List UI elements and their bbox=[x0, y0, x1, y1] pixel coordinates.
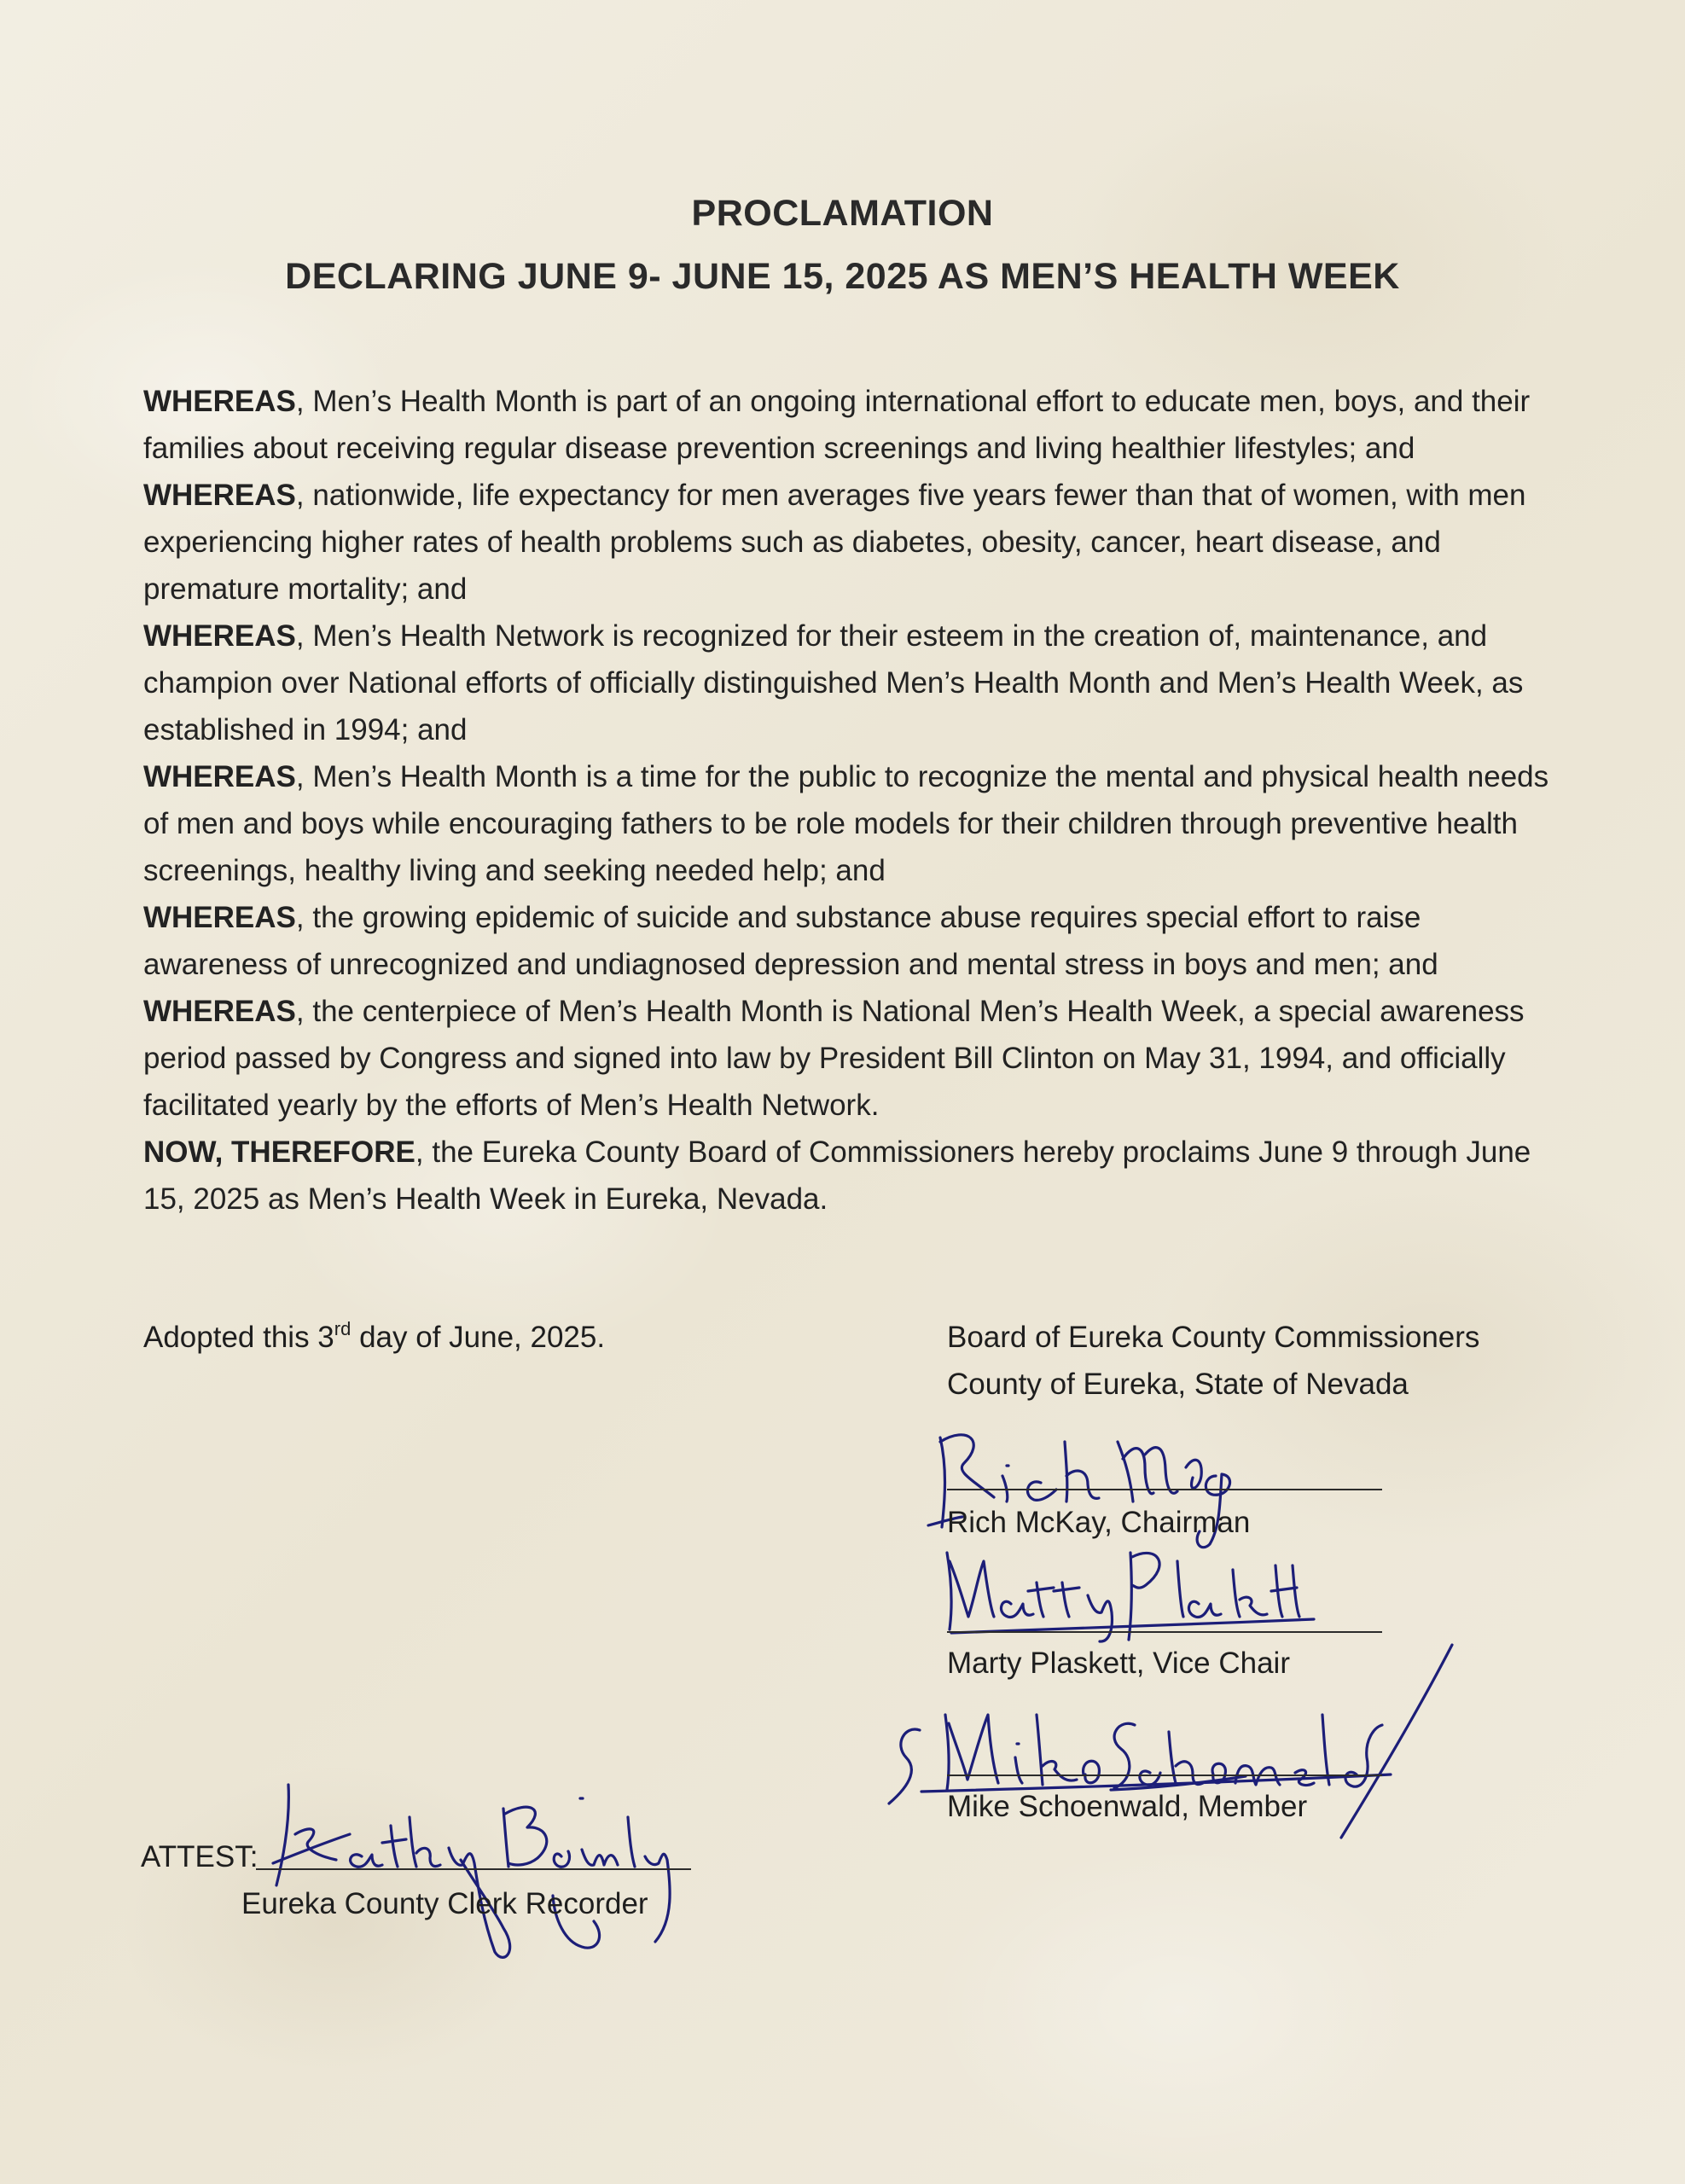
signature-line-chairman bbox=[947, 1489, 1382, 1490]
whereas-clause-1 bbox=[143, 378, 1560, 472]
signature-line-attest bbox=[256, 1868, 691, 1870]
signatory-vice-chair: Marty Plaskett, Vice Chair bbox=[947, 1647, 1290, 1680]
clause-text: , the centerpiece of Men’s Health Month is National Men’s Health Week, a special awareness period passed by Congress and signed into law by President Bill Clinton on May 31, 1994, and officially facilitated yearly by the efforts of Men’s Health Network. bbox=[143, 995, 1525, 1122]
adoption-date: Adopted this 3rd day of June, 2025. bbox=[143, 1318, 606, 1354]
clause-lead: NOW, THEREFORE bbox=[143, 1136, 415, 1169]
clause-text: , the growing epidemic of suicide and substance abuse requires special effort to raise awareness of unrecognized and undiagnosed depression and mental stress in boys and men; and bbox=[143, 901, 1438, 981]
clause-lead: WHEREAS bbox=[143, 479, 296, 512]
board-name: Board of Eureka County Commissioners bbox=[947, 1321, 1480, 1354]
proclamation-body bbox=[143, 378, 1560, 1223]
clause-lead: WHEREAS bbox=[143, 619, 296, 653]
document-title: PROCLAMATION bbox=[691, 193, 994, 234]
clause-lead: WHEREAS bbox=[143, 760, 296, 793]
whereas-clause-4 bbox=[143, 753, 1560, 894]
clause-text: , Men’s Health Month is a time for the public to recognize the mental and physical health needs of men and boys while encouraging fathers to be role models for their children through preventive health screenings, healthy living and seeking needed help; and bbox=[143, 760, 1549, 887]
clause-text: , the Eureka County Board of Commissioners hereby proclaims June 9 through June 15, 2025 as Men’s Health Week in Eureka, Nevada. bbox=[143, 1136, 1531, 1216]
signatory-member: Mike Schoenwald, Member bbox=[947, 1790, 1308, 1823]
whereas-clause-3 bbox=[143, 613, 1560, 753]
attest-label: ATTEST: bbox=[141, 1840, 259, 1873]
clause-text: , Men’s Health Month is part of an ongoing international effort to educate men, boys, and their families about receiving regular disease prevention screenings and living healthier lifestyles; and bbox=[143, 385, 1531, 465]
signatory-chairman: Rich McKay, Chairman bbox=[947, 1506, 1251, 1539]
clause-text: , Men’s Health Network is recognized for their esteem in the creation of, maintenance, and champion over National efforts of officially distinguished Men’s Health Month and Men’s Health Week, as established in 1994; and bbox=[143, 619, 1524, 746]
whereas-clause-6 bbox=[143, 988, 1560, 1129]
signature-line-member bbox=[947, 1774, 1382, 1776]
attest-title: Eureka County Clerk Recorder bbox=[241, 1887, 648, 1920]
whereas-clause-2 bbox=[143, 472, 1560, 613]
resolution-clause bbox=[143, 1129, 1560, 1223]
document-subtitle: DECLARING JUNE 9- JUNE 15, 2025 AS MEN’S HEALTH WEEK bbox=[285, 256, 1400, 297]
clause-lead: WHEREAS bbox=[143, 385, 296, 418]
board-heading bbox=[947, 1314, 1479, 1408]
clause-lead: WHEREAS bbox=[143, 901, 296, 934]
clause-text: , nationwide, life expectancy for men averages five years fewer than that of women, with men experiencing higher rates of health problems such as diabetes, obesity, cancer, heart disease, and premature mortality; and bbox=[143, 479, 1526, 606]
board-jurisdiction: County of Eureka, State of Nevada bbox=[947, 1368, 1409, 1401]
whereas-clause-5 bbox=[143, 894, 1560, 988]
clause-lead: WHEREAS bbox=[143, 995, 296, 1028]
